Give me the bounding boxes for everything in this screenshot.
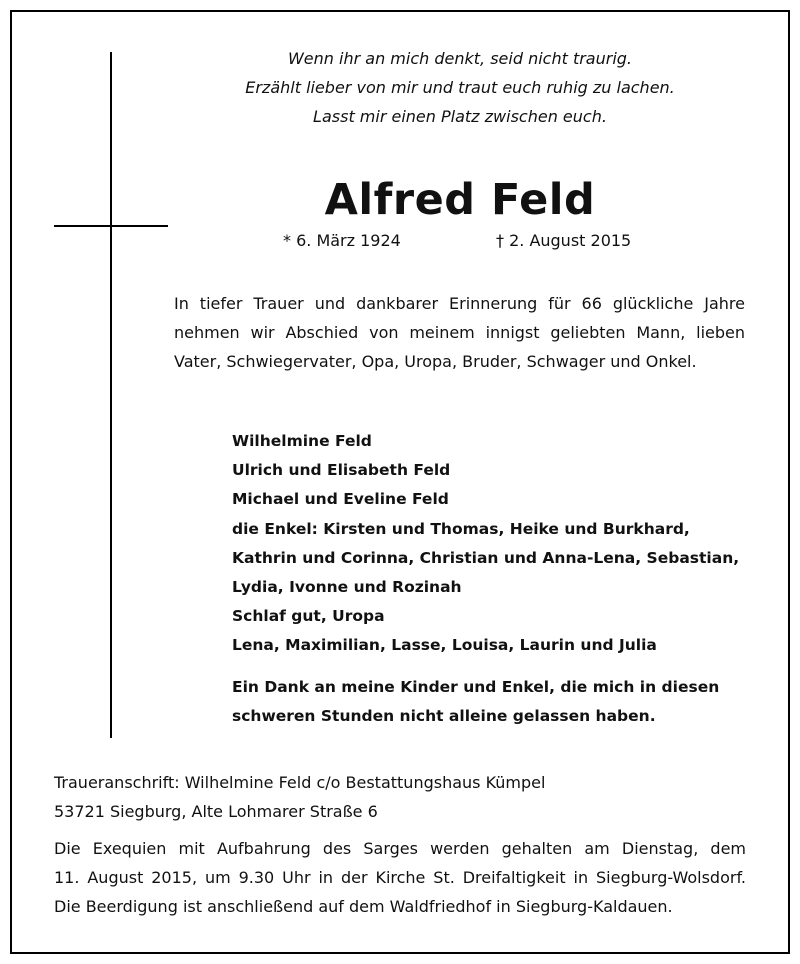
family-line: die Enkel: Kirsten und Thomas, Heike und Burkhard,	[232, 519, 690, 538]
intro-line: Vater, Schwiegervater, Opa, Uropa, Bruder, Schwager und Onkel.	[174, 352, 697, 371]
cross-vertical-bar	[110, 52, 112, 738]
death-date: † 2. August 2015	[496, 231, 632, 250]
family-line: Lena, Maximilian, Lasse, Louisa, Laurin und Julia	[232, 636, 657, 655]
family-line: Wilhelmine Feld	[232, 432, 372, 450]
poem-line: Wenn ihr an mich denkt, seid nicht traurig.	[287, 49, 633, 68]
thanks-line: schweren Stunden nicht alleine gelassen haben.	[232, 707, 656, 726]
poem	[200, 44, 720, 131]
poem-line: Lasst mir einen Platz zwischen euch.	[313, 107, 607, 126]
family-line: Michael und Eveline Feld	[232, 490, 449, 509]
poem-line: Erzählt lieber von mir und traut euch ruhig zu lachen.	[245, 78, 675, 97]
birth-date: * 6. März 1924	[283, 231, 401, 250]
deceased-name: Alfred Feld	[324, 175, 596, 225]
address-line: 53721 Siegburg, Alte Lohmarer Straße 6	[54, 802, 378, 821]
funeral-line: 11. August 2015, um 9.30 Uhr in der Kirche St. Dreifaltigkeit in Siegburg-Wolsdorf.	[54, 868, 746, 887]
intro-text	[174, 289, 745, 376]
thanks-note	[232, 673, 752, 731]
family-line: Schlaf gut, Uropa	[232, 607, 385, 626]
family-line: Lydia, Ivonne und Rozinah	[232, 578, 462, 597]
mourning-address	[54, 768, 754, 826]
intro-line: In tiefer Trauer und dankbarer Erinnerung für 66 glückliche Jahre	[174, 294, 745, 313]
cross-horizontal-bar	[54, 225, 168, 227]
family-list	[232, 427, 752, 661]
intro-line: nehmen wir Abschied von meinem innigst geliebten Mann, lieben	[174, 323, 745, 342]
funeral-line: Die Beerdigung ist anschließend auf dem Waldfriedhof in Siegburg-Kaldauen.	[54, 897, 673, 916]
family-line: Kathrin und Corinna, Christian und Anna-Lena, Sebastian,	[232, 548, 740, 567]
address-line: Traueranschrift: Wilhelmine Feld c/o Bestattungshaus Kümpel	[54, 773, 546, 792]
family-line: Ulrich und Elisabeth Feld	[232, 461, 451, 480]
funeral-line: Die Exequien mit Aufbahrung des Sarges werden gehalten am Dienstag, dem	[54, 839, 746, 858]
thanks-line: Ein Dank an meine Kinder und Enkel, die mich in diesen	[232, 678, 720, 696]
funeral-info	[54, 834, 746, 921]
